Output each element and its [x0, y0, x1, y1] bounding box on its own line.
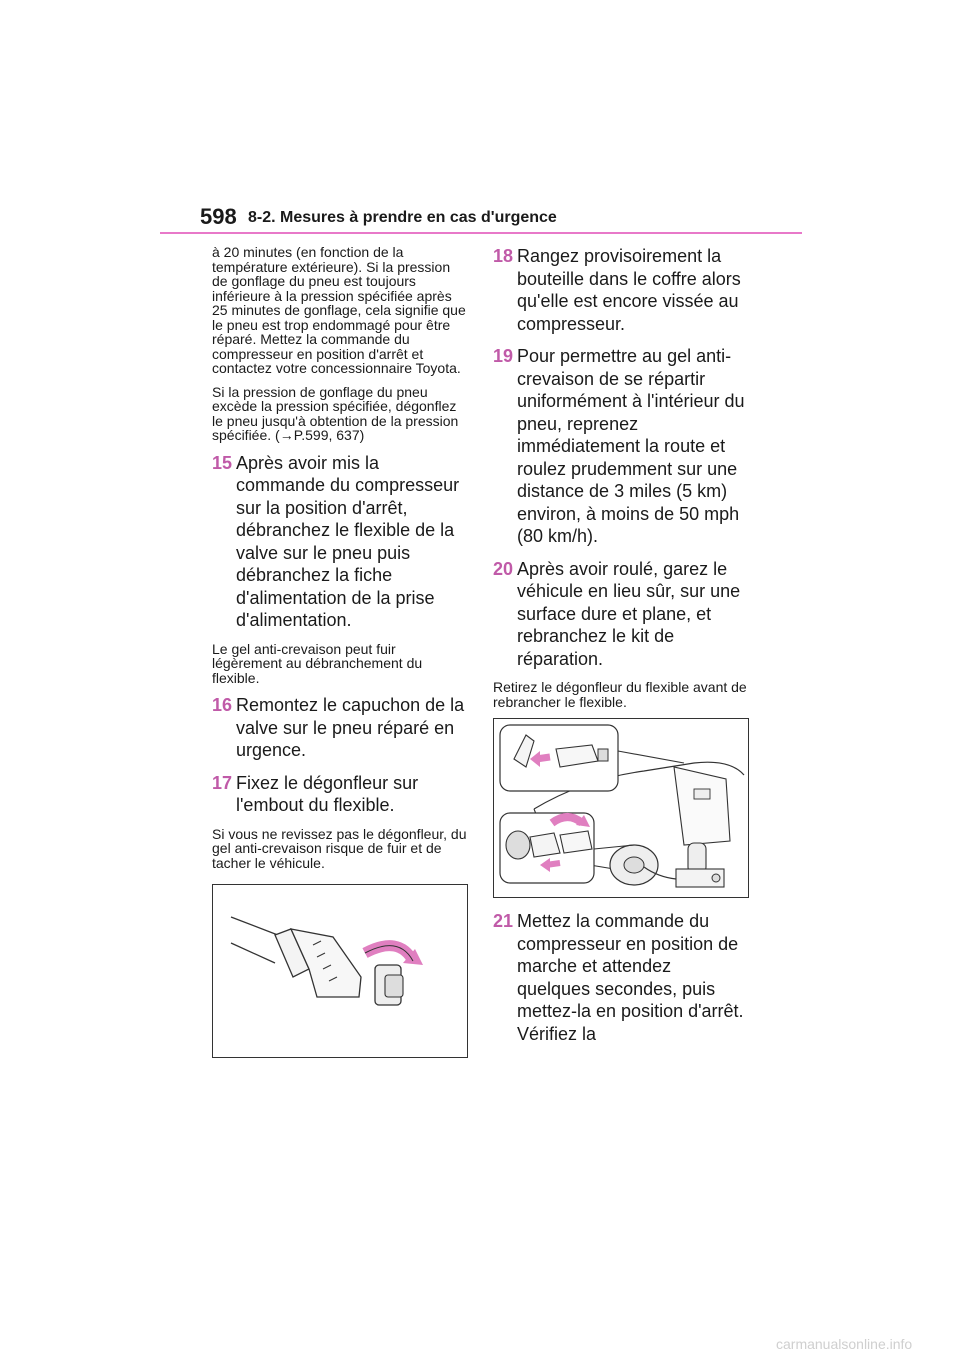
step-number: 18 [493, 246, 514, 266]
note-step-15: Le gel anti-crevaison peut fuir légèrement au débranchement du flexible. [212, 640, 423, 686]
page-number: 598 [200, 204, 237, 229]
step-18 [493, 245, 749, 335]
step-number: 20 [493, 558, 514, 579]
paragraph-overpressure: Si la pression de gonflage du pneu excède la pression spécifiée, dégonflez le pneu jusqu'à obtention de la pression spécifiée. (→P.599, 637) [212, 383, 459, 443]
right-column [493, 245, 749, 1055]
step-text: Mettez la commande du compresseur en position de marche et attendez quelques secondes, puis mettez-la en position d'arrêt. Vérifiez la [517, 911, 744, 1044]
step-21 [493, 910, 749, 1045]
step-20 [493, 558, 749, 671]
paragraph-continued: à 20 minutes (en fonction de la température extérieure). Si la pression de gonflage du pneu est toujours inférieure à la pression spécifiée après 25 minutes de gonflage, cela signifie que le pneu est trop endommagé pour être réparé. Mettez la commande du compresseur en position d'arrêt et contactez votre concessionnaire Toyota. [212, 244, 466, 376]
header-rule [160, 232, 802, 234]
step-15 [212, 452, 468, 632]
section-title: 8-2. Mesures à prendre en cas d'urgence [248, 209, 557, 226]
watermark: carmanualsonline.info [776, 1336, 913, 1352]
step-19 [493, 345, 749, 548]
page-header [200, 204, 800, 234]
step-number: 16 [212, 695, 233, 715]
step-number: 21 [493, 911, 514, 931]
step-text: Pour permettre au gel anti-crevaison de se répartir uniformément à l'intérieur du pneu, reprenez immédiatement la route et roulez prudemment sur une distance de 3 miles (5 km) environ, à moins de 50 mph (80 km/h). [517, 346, 745, 546]
step-16 [212, 694, 468, 762]
step-number: 15 [212, 452, 233, 473]
step-text: Après avoir roulé, garez le véhicule en lieu sûr, sur une surface dure et plane, et rebranchez le kit de réparation. [517, 558, 741, 669]
step-text: Remontez le capuchon de la valve sur le pneu réparé en urgence. [236, 695, 465, 760]
step-number: 17 [212, 772, 233, 793]
left-column [212, 245, 468, 1058]
repair-kit-illustration [493, 718, 749, 898]
deflator-illustration [212, 884, 468, 1058]
step-17 [212, 772, 468, 817]
step-number: 19 [493, 346, 514, 366]
step-text: Fixez le dégonfleur sur l'embout du flexible. [236, 772, 419, 815]
step-text: Après avoir mis la commande du compresseur sur la position d'arrêt, débranchez le flexible de la valve sur le pneu puis débranchez la fiche d'alimentation de la prise d'alimentation. [236, 452, 460, 630]
step-text: Rangez provisoirement la bouteille dans le coffre alors qu'elle est encore vissée au compresseur. [517, 246, 741, 334]
note-step-20: Retirez le dégonfleur du flexible avant de rebrancher le flexible. [493, 679, 747, 710]
note-step-17: Si vous ne revissez pas le dégonfleur, du gel anti-crevaison risque de fuir et de tacher le véhicule. [212, 825, 467, 871]
